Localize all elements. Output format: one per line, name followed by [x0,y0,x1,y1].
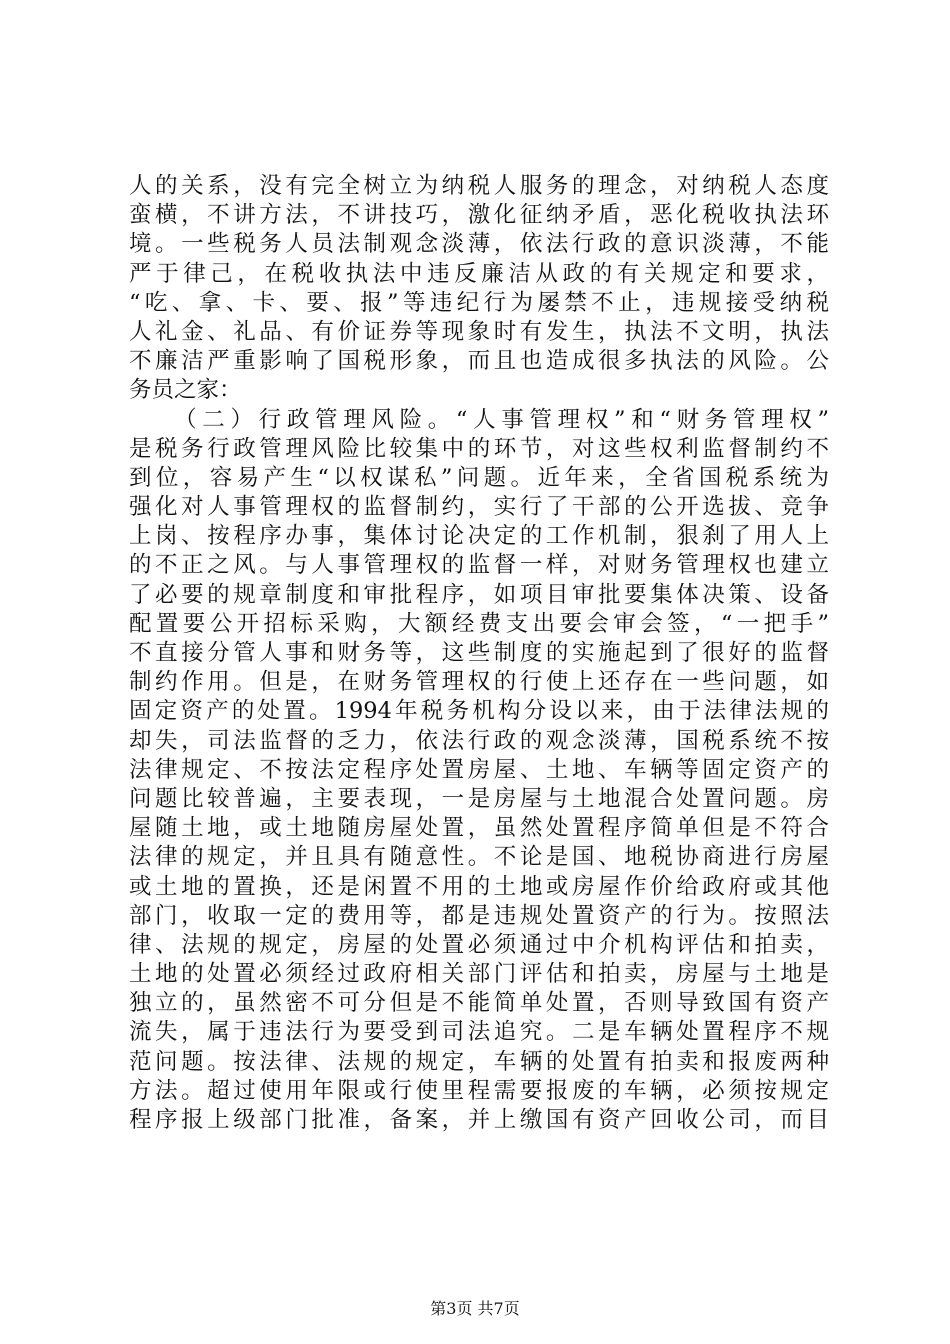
text-line: 蛮横，不讲方法，不讲技巧，激化征纳矛盾，恶化税收执法环 [129,202,829,229]
page-number: 第3页 共7页 [430,1299,520,1318]
text-line: 法律的规定，并且具有随意性。不论是国、地税协商进行房屋 [129,844,829,871]
text-line: 独立的，虽然密不可分但是不能简单处置，否则导致国有资产 [129,990,829,1017]
text-line: 了必要的规章制度和审批程序，如项目审批要集体决策、设备 [129,581,829,608]
document-body [129,172,829,1135]
text-line: 严于律己，在税收执法中违反廉洁从政的有关规定和要求， [129,260,829,287]
text-line: “吃、拿、卡、要、报”等违纪行为屡禁不止，违规接受纳税 [129,289,829,316]
text-line: 或土地的置换，还是闲置不用的土地或房屋作价给政府或其他 [129,873,829,900]
text-line: 程序报上级部门批准，备案，并上缴国有资产回收公司，而目 [129,1107,829,1133]
text-line: 方法。超过使用年限或行使里程需要报废的车辆，必须按规定 [129,1077,829,1104]
text-line: 土地的处置必须经过政府相关部门评估和拍卖，房屋与土地是 [129,961,829,988]
text-line: 流失，属于违法行为要受到司法追究。二是车辆处置程序不规 [129,1019,829,1046]
text-line: 是税务行政管理风险比较集中的环节，对这些权利监督制约不 [129,435,829,462]
text-line: 人的关系，没有完全树立为纳税人服务的理念，对纳税人态度 [129,173,829,199]
text-line: 务员之家： [129,377,242,404]
text-line: 上岗、按程序办事，集体讨论决定的工作机制，狠刹了用人上 [129,523,829,550]
text-line: 的不正之风。与人事管理权的监督一样，对财务管理权也建立 [129,552,829,579]
text-line: （二）行政管理风险。“人事管理权”和“财务管理权” [129,406,829,433]
text-line: 部门，收取一定的费用等，都是违规处置资产的行为。按照法 [129,902,829,929]
text-line: 不廉洁严重影响了国税形象，而且也造成很多执法的风险。公 [129,348,829,375]
text-line: 到位，容易产生“以权谋私”问题。近年来，全省国税系统为 [129,464,829,491]
text-line: 范问题。按法律、法规的规定，车辆的处置有拍卖和报废两种 [129,1048,829,1075]
text-line: 强化对人事管理权的监督制约，实行了干部的公开选拔、竞争 [129,494,829,521]
text-line: 不直接分管人事和财务等，这些制度的实施起到了很好的监督 [129,640,829,666]
text-line: 境。一些税务人员法制观念淡薄，依法行政的意识淡薄，不能 [129,231,829,258]
text-line: 律、法规的规定，房屋的处置必须通过中介机构评估和拍卖， [129,931,829,958]
text-line: 制约作用。但是，在财务管理权的行使上还存在一些问题，如 [129,669,829,696]
text-line: 配置要公开招标采购，大额经费支出要会审会签，“一把手” [129,610,829,637]
text-line: 屋随土地，或土地随房屋处置，虽然处置程序简单但是不符合 [129,815,829,842]
text-line: 法律规定、不按法定程序处置房屋、土地、车辆等固定资产的 [129,756,829,783]
text-line: 问题比较普遍，主要表现，一是房屋与土地混合处置问题。房 [129,785,829,812]
text-line: 人礼金、礼品、有价证券等现象时有发生，执法不文明，执法 [129,318,829,345]
text-line: 却失，司法监督的乏力，依法行政的观念淡薄，国税系统不按 [129,727,829,754]
text-line: 固定资产的处置。1994年税务机构分设以来，由于法律法规的 [129,698,829,725]
